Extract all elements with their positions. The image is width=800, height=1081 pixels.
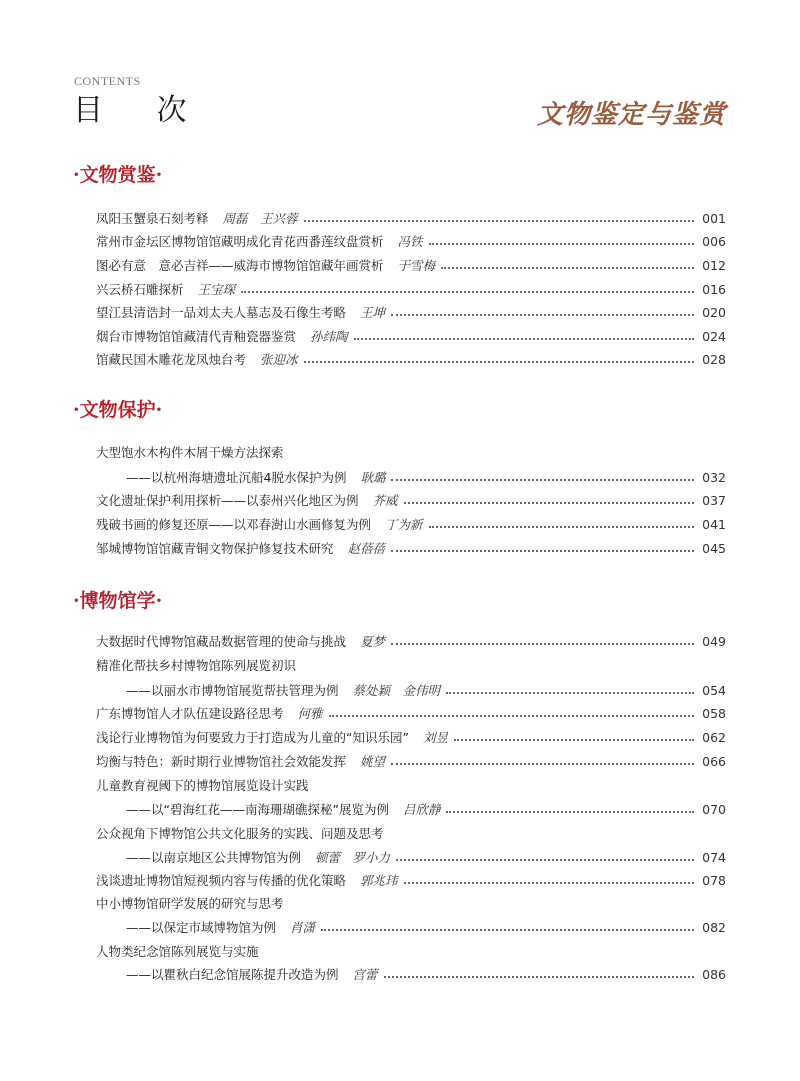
entry-title: 图必有意 意必吉祥——威海市博物馆馆藏年画赏析 xyxy=(96,258,384,273)
toc-entry[interactable] xyxy=(126,681,726,701)
toc-entry[interactable] xyxy=(96,656,726,676)
toc-entry[interactable] xyxy=(96,894,726,914)
toc-entry[interactable] xyxy=(96,515,726,535)
entry-title: 广东博物馆人才队伍建设路径思考 xyxy=(96,706,284,721)
toc-entry[interactable] xyxy=(96,209,726,229)
entry-author: 肖潇 xyxy=(290,920,316,935)
toc-entry[interactable] xyxy=(96,443,726,463)
toc-entry[interactable] xyxy=(126,965,726,985)
entry-page-number: 028 xyxy=(702,352,726,367)
dot-leader xyxy=(241,290,694,293)
toc-entry[interactable] xyxy=(126,800,726,820)
entry-page-number: 041 xyxy=(702,517,726,532)
entry-page-number: 012 xyxy=(702,258,726,273)
entry-title: 儿童教育视阈下的博物馆展览设计实践 xyxy=(96,778,309,793)
section-title: ·博物馆学· xyxy=(73,590,163,612)
entry-author: 王宝琛 xyxy=(197,282,236,297)
entry-author: 芥威 xyxy=(372,493,398,508)
entry-title: 大数据时代博物馆藏品数据管理的使命与挑战 xyxy=(96,634,347,649)
entry-title: 文化遗址保护利用探析——以泰州兴化地区为例 xyxy=(96,493,359,508)
toc-entry[interactable] xyxy=(96,871,726,891)
entry-author: 张迎冰 xyxy=(260,352,298,367)
entry-page-number: 070 xyxy=(702,802,726,817)
entry-page-number: 074 xyxy=(702,850,726,865)
dot-leader xyxy=(441,266,694,269)
dot-leader xyxy=(321,928,694,931)
entry-title: 人物类纪念馆陈列展览与实施 xyxy=(96,944,259,959)
entry-author: 夏梦 xyxy=(360,634,386,649)
entry-author: 孙纬陶 xyxy=(310,329,348,344)
entry-page-number: 020 xyxy=(702,305,726,320)
entry-title: 精准化帮扶乡村博物馆陈列展览初识 xyxy=(96,658,297,673)
dot-leader xyxy=(329,714,694,717)
entry-author: 耿璐 xyxy=(360,470,386,485)
section-title: ·文物保护· xyxy=(73,399,163,421)
entry-title: 残破书画的修复还原——以邓春澍山水画修复为例 xyxy=(96,517,372,532)
entry-title: 烟台市博物馆馆藏清代青釉瓷器鉴赏 xyxy=(96,329,297,344)
entry-author: 丁为新 xyxy=(385,517,423,532)
entry-author: 于雪梅 xyxy=(397,258,436,273)
entry-title: 凤阳玉蟹泉石刻考释 xyxy=(96,211,209,226)
entry-author: 蔡处颖 金伟明 xyxy=(352,683,441,698)
toc-entry[interactable] xyxy=(96,539,726,559)
dot-leader xyxy=(446,810,694,813)
dot-leader xyxy=(391,313,694,316)
toc-entry[interactable] xyxy=(96,704,726,724)
entry-title: ——以“碧海红花——南海珊瑚礁探秘”展览为例 xyxy=(126,802,389,817)
dot-leader xyxy=(429,525,694,528)
entry-title: 常州市金坛区博物馆馆藏明成化青花西番莲纹盘赏析 xyxy=(96,234,384,249)
entry-page-number: 006 xyxy=(702,234,726,249)
entry-page-number: 078 xyxy=(702,873,726,888)
entry-title: ——以南京地区公共博物馆为例 xyxy=(126,850,302,865)
entry-title: 浅论行业博物馆为何要致力于打造成为儿童的“知识乐园” xyxy=(96,730,409,745)
entry-author: 刘昱 xyxy=(422,730,448,745)
entry-title: 均衡与特色：新时期行业博物馆社会效能发挥 xyxy=(96,754,347,769)
dot-leader xyxy=(404,881,694,884)
entry-title: 馆藏民国木雕花龙凤烛台考 xyxy=(96,352,247,367)
entry-author: 何雅 xyxy=(297,706,323,721)
entry-page-number: 066 xyxy=(702,754,726,769)
entry-title: 大型饱水木构件木屑干燥方法探索 xyxy=(96,445,284,460)
toc-entry[interactable] xyxy=(96,776,726,796)
dot-leader xyxy=(354,337,694,340)
toc-entry[interactable] xyxy=(96,632,726,652)
contents-label: CONTENTS xyxy=(74,74,141,88)
entry-author: 赵蓓蓓 xyxy=(347,541,386,556)
entry-page-number: 037 xyxy=(702,493,726,508)
toc-entry[interactable] xyxy=(126,918,726,938)
page-title: 目 次 xyxy=(73,93,209,128)
dot-leader xyxy=(391,762,694,765)
entry-title: 浅谈遗址博物馆短视频内容与传播的优化策略 xyxy=(96,873,347,888)
entry-author: 周磊 王兴蓉 xyxy=(222,211,298,226)
toc-entry[interactable] xyxy=(96,303,726,323)
entry-author: 吕欣静 xyxy=(402,802,441,817)
entry-page-number: 045 xyxy=(702,541,726,556)
entry-page-number: 024 xyxy=(702,329,726,344)
toc-entry[interactable] xyxy=(96,752,726,772)
toc-entry[interactable] xyxy=(96,256,726,276)
entry-page-number: 086 xyxy=(702,967,726,982)
journal-logo: 文物鉴定与鉴赏 xyxy=(537,100,727,130)
entry-page-number: 032 xyxy=(702,470,726,485)
entry-title: ——以丽水市博物馆展览帮扶管理为例 xyxy=(126,683,339,698)
entry-title: 中小博物馆研学发展的研究与思考 xyxy=(96,896,284,911)
entry-page-number: 001 xyxy=(702,211,726,226)
entry-title: ——以保定市域博物馆为例 xyxy=(126,920,277,935)
toc-entry[interactable] xyxy=(96,232,726,252)
entry-page-number: 049 xyxy=(702,634,726,649)
dot-leader xyxy=(446,691,694,694)
toc-entry[interactable] xyxy=(96,491,726,511)
dot-leader xyxy=(429,242,694,245)
entry-title: 公众视角下博物馆公共文化服务的实践、问题及思考 xyxy=(96,826,384,841)
dot-leader xyxy=(384,975,694,978)
toc-entry[interactable] xyxy=(96,280,726,300)
dot-leader xyxy=(304,360,694,363)
entry-title: ——以瞿秋白纪念馆展陈提升改造为例 xyxy=(126,967,339,982)
toc-entry[interactable] xyxy=(96,327,726,347)
entry-page-number: 082 xyxy=(702,920,726,935)
entry-page-number: 054 xyxy=(702,683,726,698)
section-title: ·文物赏鉴· xyxy=(73,164,163,186)
entry-page-number: 062 xyxy=(702,730,726,745)
toc-entry[interactable] xyxy=(96,824,726,844)
toc-entry[interactable] xyxy=(96,942,726,962)
dot-leader xyxy=(396,858,694,861)
toc-entry[interactable] xyxy=(96,728,726,748)
entry-author: 冯铁 xyxy=(397,234,423,249)
dot-leader xyxy=(391,549,694,552)
entry-title: ——以杭州海塘遗址沉船4脱水保护为例 xyxy=(126,470,347,485)
dot-leader xyxy=(454,738,694,741)
toc-entry[interactable] xyxy=(96,350,726,370)
dot-leader xyxy=(391,642,694,645)
entry-author: 郭兆玮 xyxy=(360,873,398,888)
toc-entry[interactable] xyxy=(126,848,726,868)
entry-title: 望江县清诰封一品刘太夫人墓志及石像生考略 xyxy=(96,305,347,320)
entry-author: 王坤 xyxy=(360,305,386,320)
entry-title: 兴云桥石雕探析 xyxy=(96,282,184,297)
entry-page-number: 058 xyxy=(702,706,726,721)
toc-entry[interactable] xyxy=(126,468,726,488)
entry-page-number: 016 xyxy=(702,282,726,297)
dot-leader xyxy=(391,478,694,481)
entry-title: 邹城博物馆馆藏青铜文物保护修复技术研究 xyxy=(96,541,334,556)
dot-leader xyxy=(304,219,694,222)
dot-leader xyxy=(404,501,694,504)
entry-author: 顿蕾 罗小力 xyxy=(315,850,391,865)
entry-author: 宫蕾 xyxy=(352,967,378,982)
entry-author: 姚望 xyxy=(360,754,386,769)
